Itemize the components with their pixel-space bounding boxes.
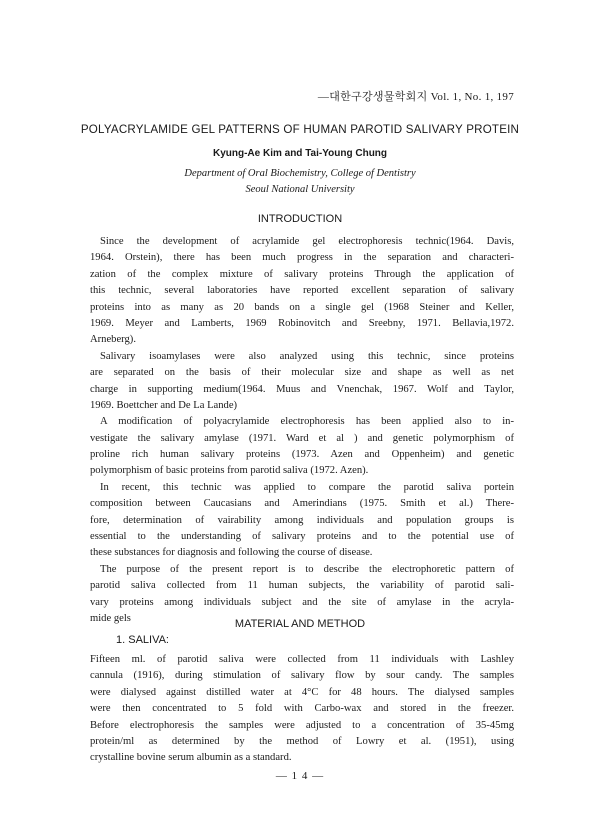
body-line: Fifteen ml. of parotid saliva were collected from 11 individuals with Lashley — [90, 654, 514, 665]
body-line: these substances for diagnosis and following the course of disease. — [90, 547, 373, 559]
introduction-body — [90, 234, 514, 627]
article-authors: Kyung-Ae Kim and Tai-Young Chung — [212, 148, 388, 159]
body-line: 1969. Meyer and Lamberts, 1969 Robinovitch and Sreebny, 1971. Bellavia,1972. — [90, 317, 514, 329]
body-line: were dialysed against distilled water at 4°C for 48 hours. The dialysed samples — [90, 686, 514, 698]
body-line: 1964. Orstein), there has been much progress in the separation and characteri- — [90, 252, 514, 264]
running-header: —대한구강생물학회지 Vol. 1, No. 1, 197 — [317, 91, 514, 103]
introduction-heading: INTRODUCTION — [257, 213, 343, 225]
body-line: were then concentrated to 5 fold with Carbo-wax and stored in the freezer. — [90, 703, 514, 715]
body-line: In recent, this technic was applied to compare the parotid saliva portein — [100, 481, 514, 493]
method-body — [90, 652, 514, 767]
body-line: Since the development of acrylamide gel electrophoresis technic(1964. Davis, — [100, 236, 514, 247]
body-line: protein/ml as determined by the method of Lowry et al. (1951), using — [90, 735, 514, 747]
page-number: — 1 4 — — [275, 770, 325, 782]
body-line: mide gels — [90, 612, 131, 624]
body-line: vary proteins among individuals subject and the site of amylase in the acryla- — [90, 596, 514, 608]
affiliation-department: Department of Oral Biochemistry, College of Dentistry — [184, 168, 416, 179]
body-line: proline rich human salivary proteins (1973. Azen and Oppenheim) and genetic — [90, 449, 514, 461]
saliva-subheading: 1. SALIVA: — [116, 634, 169, 646]
affiliation-university: Seoul National University — [245, 184, 355, 195]
body-line: Before electrophoresis the samples were adjusted to a concentration of 35-45mg — [90, 719, 514, 731]
body-line: are separated on the basis of their molecular size and shape as well as net — [90, 367, 514, 379]
article-title: POLYACRYLAMIDE GEL PATTERNS OF HUMAN PAROTID SALIVARY PROTEIN — [80, 123, 520, 136]
body-line: cannula (1916), during stimulation of salivary flow by sour candy. The samples — [90, 670, 514, 682]
body-line: The purpose of the present report is to describe the electrophoretic pattern of — [100, 563, 514, 575]
method-heading: MATERIAL AND METHOD — [234, 618, 366, 630]
body-line: Arneberg). — [90, 334, 136, 346]
body-line: Salivary isoamylases were also analyzed using this technic, since proteins — [100, 350, 514, 362]
body-line: proteins into as many as 20 bands on a single gel (1968 Steiner and Keller, — [90, 301, 514, 313]
body-line: 1969. Boettcher and De La Lande) — [90, 399, 238, 411]
body-line: parotid saliva collected from 11 human subjects, the variability of parotid sali- — [90, 580, 514, 592]
body-line: fore, determination of vairability among individuals and population groups is — [90, 514, 514, 526]
body-line: charge in supporting medium(1964. Muus and Vnenchak, 1967. Wolf and Taylor, — [90, 383, 514, 395]
body-line: essential to the understanding of salivary proteins and to the potential use of — [90, 531, 514, 543]
body-line: zation of the complex mixture of salivary proteins Through the application of — [90, 268, 514, 280]
body-line: vestigate the salivary amylase (1971. Ward et al ) and genetic polymorphism of — [90, 432, 514, 444]
body-line: A modification of polyacrylamide electrophoresis has been applied also to in- — [100, 416, 514, 428]
body-line: composition between Caucasians and Amerindians (1975. Smith et al.) There- — [90, 498, 514, 510]
body-line: crystalline bovine serum albumin as a standard. — [90, 752, 292, 764]
body-line: polymorphism of basic proteins from parotid saliva (1972. Azen). — [90, 465, 369, 477]
body-line: this technic, several laboratories have reported excellent separation of salivary — [90, 285, 514, 297]
